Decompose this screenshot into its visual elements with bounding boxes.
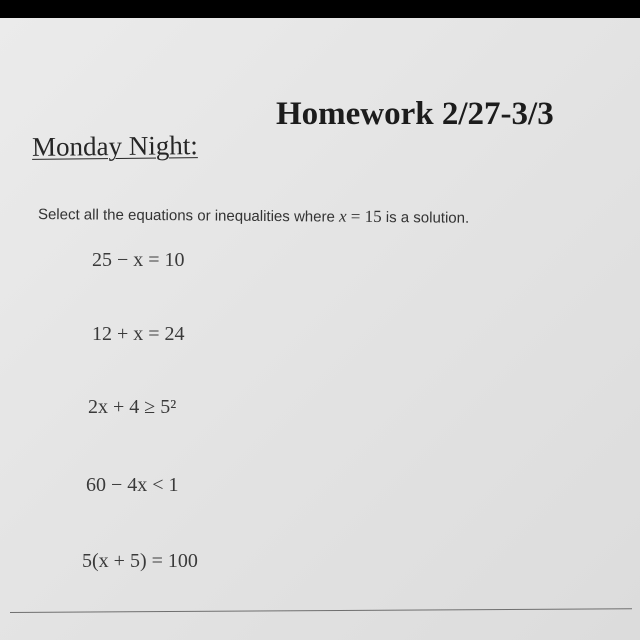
page-title: Homework 2/27-3/3 [276,96,554,132]
instruction-condition [339,207,382,226]
answer-option: 60 − 4x < 1 [86,474,179,496]
bottom-divider [10,608,632,613]
question-instruction [38,204,469,228]
instruction-value: = 15 [346,206,382,226]
section-heading: Monday Night: [31,130,198,162]
worksheet-page [0,18,640,640]
answer-option: 5(x + 5) = 100 [82,550,198,572]
instruction-variable: x [338,206,347,226]
answer-option: 12 + x = 24 [92,323,185,345]
answer-option: 2x + 4 ≥ 5² [88,396,177,418]
instruction-lead-text: Select all the equations or inequalities where [37,206,340,226]
answer-option: 25 − x = 10 [92,249,185,271]
instruction-tail-text: is a solution. [381,208,470,227]
